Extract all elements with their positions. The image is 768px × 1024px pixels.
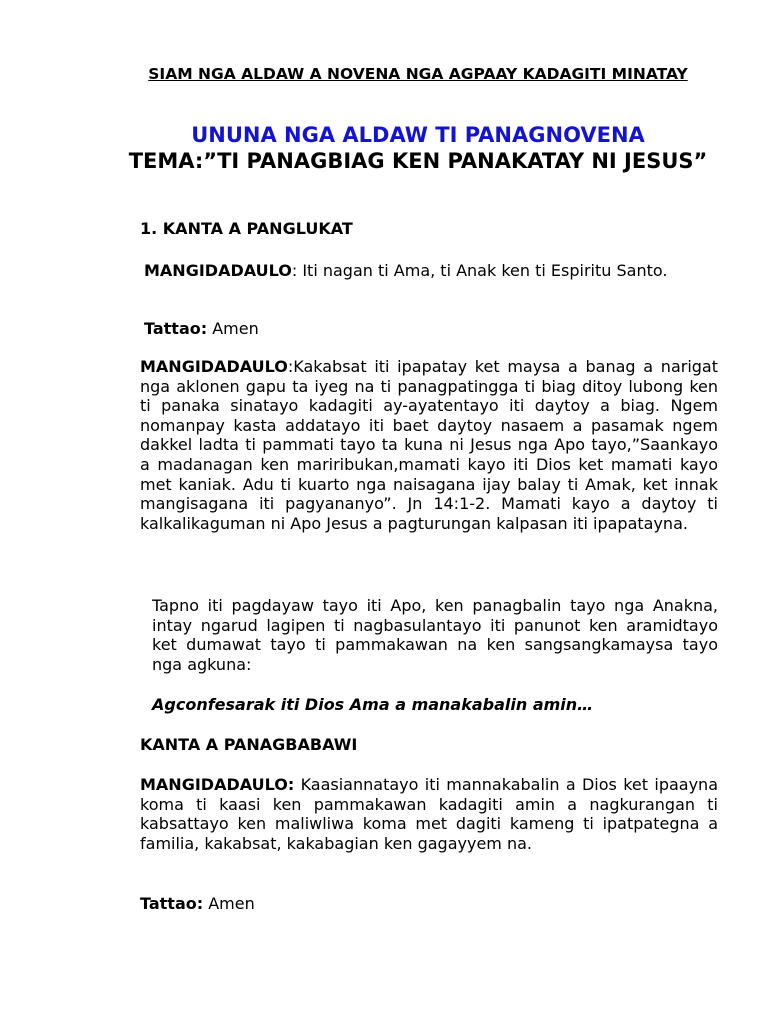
speaker-label: MANGIDADAULO xyxy=(144,261,292,280)
response-text: Amen xyxy=(207,319,259,338)
paragraph-text: : Iti nagan ti Ama, ti Anak ken ti Espiritu Santo. xyxy=(291,261,668,280)
day-heading: UNUNA NGA ALDAW TI PANAGNOVENA xyxy=(191,123,645,147)
response-label: Tattao: xyxy=(140,894,204,913)
section-heading-opening-song: 1. KANTA A PANGLUKAT xyxy=(140,219,353,238)
leader-paragraph-1 xyxy=(117,261,717,281)
section-heading-penitential-song: KANTA A PANAGBABAWI xyxy=(140,735,358,754)
leader-paragraph-2 xyxy=(140,357,718,533)
response-2 xyxy=(140,894,718,914)
paragraph-text: :Kakabsat iti ipapatay ket maysa a banag a narigat nga aklonen gapu ta iyeg na ti panagpatingga ti biag ditoy lubong ken ti panaka sinatayo kadagiti ay-ayatentayo iti daytoy a biag. Ngem nomanpay kasta addatayo iti baet daytoy nasaem a pasamak ngem dakkel ladta ti pammati tayo ta kuna ni Jesus nga Apo tayo,”Saankayo a madanagan ken mariribukan,mamati kayo iti Dios ket mamati kayo met kaniak. Adu ti kuarto nga naisagana ijay balay ti Amak, ket innak mangisagana iti pagyananyo”. Jn 14:1-2. Mamati kayo a daytoy ti kalkalikaguman ni Apo Jesus a pagturungan kalpasan iti ipapatayna. xyxy=(140,357,718,533)
response-label: Tattao: xyxy=(144,319,208,338)
theme-heading: TEMA:”TI PANAGBIAG KEN PANAKATAY NI JESUS” xyxy=(128,149,708,173)
paragraph-text: Kaasiannatayo iti mannakabalin a Dios ket ipaayna koma ti kaasi ken pammakawan kadagiti amin a nagkurangan ti kabsattayo ken maliwliwa koma met dagiti kameng ti ipatpategna a familia, kakabsat, kakabagian ken gagayyem na. xyxy=(140,775,718,853)
response-1 xyxy=(144,319,718,339)
document-title: SIAM NGA ALDAW A NOVENA NGA AGPAAY KADAGITI MINATAY xyxy=(148,65,688,83)
leader-paragraph-4 xyxy=(140,775,718,853)
confession-line: Agconfesarak iti Dios Ama a manakabalin amin… xyxy=(152,695,594,714)
paragraph-3: Tapno iti pagdayaw tayo iti Apo, ken panagbalin tayo nga Anakna, intay ngarud lagipen ti nagbasulantayo iti panunot ken aramidtayo ket dumawat tayo ti pammakawan na ken sangsangkamaysa tayo nga agkuna: xyxy=(152,596,718,674)
speaker-label: MANGIDADAULO xyxy=(140,357,288,376)
response-text: Amen xyxy=(203,894,255,913)
speaker-label: MANGIDADAULO: xyxy=(140,775,295,794)
